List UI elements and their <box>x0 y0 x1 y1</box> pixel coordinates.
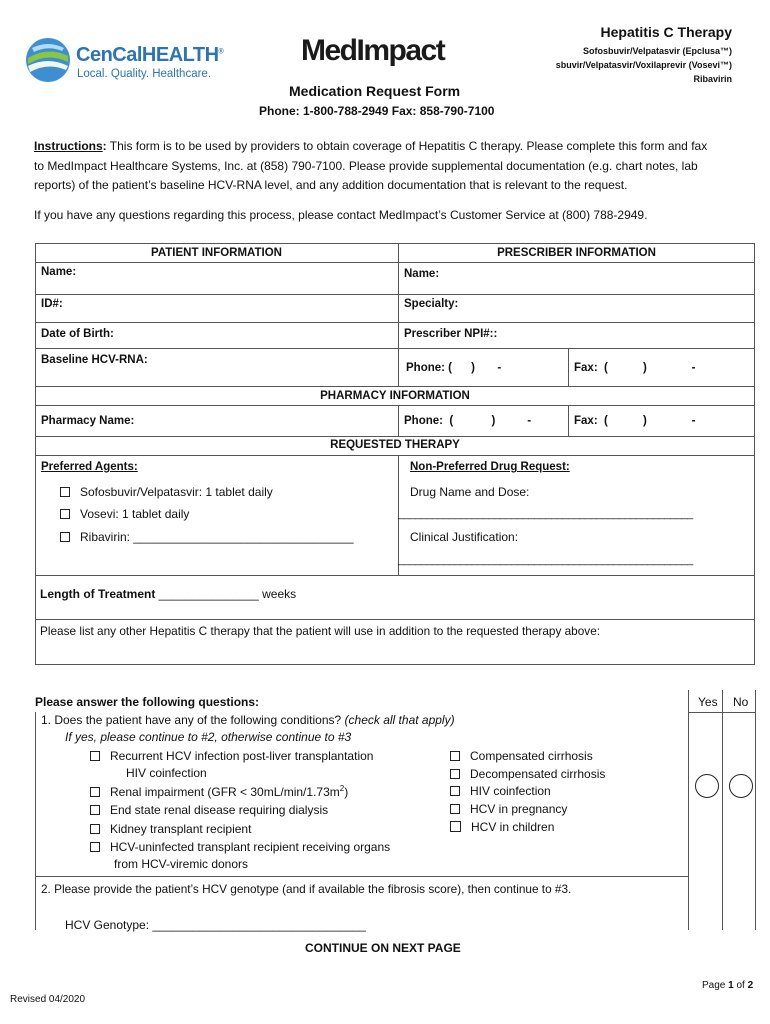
clinical-justification-line[interactable]: ____________________________________________________ <box>398 554 693 566</box>
q1-yes-radio[interactable] <box>695 774 719 798</box>
checkbox[interactable] <box>60 532 70 542</box>
condition-kidney-transplant-label: Kidney transplant recipient <box>110 822 252 836</box>
length-of-treatment[interactable] <box>40 587 296 601</box>
patient-info-header: PATIENT INFORMATION <box>151 247 282 259</box>
prescriber-fax-label[interactable]: Fax: ( ) - <box>574 362 696 374</box>
question-1-sub: If yes, please continue to #2, otherwise continue to #3 <box>65 730 352 744</box>
drug-name-dose-label: Drug Name and Dose: <box>410 485 530 499</box>
pharmacy-phone-label[interactable]: Phone: ( ) - <box>404 415 532 427</box>
preferred-option-1[interactable] <box>60 485 273 499</box>
pharmacy-info-header: PHARMACY INFORMATION <box>320 390 470 402</box>
checkbox[interactable] <box>450 769 460 779</box>
condition-hcv-uninfected-recipient[interactable] <box>90 840 390 854</box>
checkbox[interactable] <box>450 821 461 832</box>
condition-recurrent-hcv-label: Recurrent HCV infection post-liver transplantation <box>110 749 374 763</box>
preferred-option-2-label: Vosevi: 1 tablet daily <box>80 507 190 521</box>
q1-no-radio[interactable] <box>729 774 753 798</box>
instructions-label: Instructions <box>34 139 103 153</box>
checkbox[interactable] <box>450 751 460 761</box>
preferred-option-3[interactable] <box>60 530 354 544</box>
dob-label[interactable]: Date of Birth: <box>41 328 114 340</box>
condition-recurrent-hcv[interactable] <box>90 749 373 763</box>
checkbox[interactable] <box>90 805 100 815</box>
cencal-globe-icon <box>24 36 72 84</box>
instructions-line-3: reports) of the patient’s baseline HCV-RNA level, and any addition documentation that is relevant to the request. <box>34 178 628 192</box>
form-title: Medication Request Form <box>289 83 461 99</box>
patient-name-label[interactable]: Name: <box>41 266 77 278</box>
condition-hcv-pregnancy[interactable] <box>450 802 567 816</box>
length-of-treatment-label: Length of Treatment <box>40 587 156 601</box>
checkbox[interactable] <box>90 751 100 761</box>
condition-hiv-coinfection-left-label: HIV coinfection <box>126 766 207 780</box>
cencal-brand: CenCalHEALTH® <box>76 44 224 66</box>
contact-text: If you have any questions regarding this process, please contact MedImpact’s Customer Service at (800) 788-2949. <box>34 208 648 222</box>
condition-decompensated-cirrhosis[interactable] <box>450 767 605 781</box>
question-1 <box>41 713 455 727</box>
condition-decompensated-cirrhosis-label: Decompensated cirrhosis <box>470 767 606 781</box>
preferred-agents-label: Preferred Agents: <box>41 461 138 473</box>
close-paren: ) <box>344 785 349 799</box>
condition-esrd[interactable] <box>90 803 328 817</box>
drug-line-2: sbuvir/Velpatasvir/Voxilaprevir (Vosevi™) <box>555 60 732 70</box>
condition-hiv-coinfection-label: HIV coinfection <box>470 784 551 798</box>
condition-hcv-pregnancy-label: HCV in pregnancy <box>470 802 568 816</box>
superscript-2: 2 <box>339 784 345 793</box>
no-header: No <box>733 695 749 709</box>
condition-hcv-children[interactable] <box>450 820 554 834</box>
condition-hcv-uninfected-recipient-label: HCV-uninfected transplant recipient receiving organs <box>110 840 391 854</box>
checkbox[interactable] <box>60 487 70 497</box>
yes-header: Yes <box>698 695 718 709</box>
length-of-treatment-blank: _______________ weeks <box>155 587 297 601</box>
requested-therapy-header: REQUESTED THERAPY <box>330 439 460 451</box>
condition-hcv-viremic-donors-label: from HCV-viremic donors <box>114 857 249 871</box>
page-word: Page <box>702 980 729 991</box>
page-of: of <box>733 980 748 991</box>
instructions-line-1: This form is to be used by providers to obtain coverage of Hepatitis C therapy. Please complete this form and fax <box>109 139 708 153</box>
instructions: Instructions: This form is to be used by providers to obtain coverage of Hepatitis C therapy. Please complete this form and fax to MedImpact Healthcare Systems, Inc. at (858) 790-7100. Please provide supplemental documentation (e.g. chart notes, lab reports) of the patient’s baseline HCV-RNA level, and any addition documentation that is relevant to the request. <box>34 137 749 196</box>
drug-name-dose-line[interactable]: ____________________________________________________ <box>398 508 693 520</box>
prescriber-info-header: PRESCRIBER INFORMATION <box>497 247 656 259</box>
condition-renal-impairment-label: Renal impairment (GFR < 30mL/min/1.73m <box>110 785 340 799</box>
page-total: 2 <box>747 980 754 991</box>
question-1-text: 1. Does the patient have any of the following conditions? <box>41 713 342 727</box>
question-2: 2. Please provide the patient’s HCV genotype (and if available the fibrosis score), then continue to #3. <box>41 882 572 896</box>
cencal-tagline: Local. Quality. Healthcare. <box>77 68 212 80</box>
cencal-logo <box>24 36 224 86</box>
condition-compensated-cirrhosis-label: Compensated cirrhosis <box>470 749 593 763</box>
non-preferred-label: Non-Preferred Drug Request: <box>410 461 570 473</box>
pharmacy-name-label[interactable]: Pharmacy Name: <box>41 415 135 427</box>
revised-date: Revised 04/2020 <box>10 994 86 1005</box>
preferred-option-3-label: Ribavirin: _________________________________ <box>80 530 354 544</box>
prescriber-phone-label[interactable]: Phone: ( ) - <box>406 362 502 374</box>
therapy-title: Hepatitis C Therapy <box>600 24 732 40</box>
info-table <box>35 243 755 576</box>
condition-kidney-transplant[interactable] <box>90 822 251 836</box>
condition-compensated-cirrhosis[interactable] <box>450 749 593 763</box>
condition-esrd-label: End state renal disease requiring dialysis <box>110 803 329 817</box>
preferred-option-2[interactable] <box>60 507 189 521</box>
preferred-option-1-label: Sofosbuvir/Velpatasvir: 1 tablet daily <box>80 485 273 499</box>
prescriber-npi-label[interactable]: Prescriber NPI#:: <box>404 328 498 340</box>
condition-hcv-children-label: HCV in children <box>471 820 555 834</box>
question-1-note: (check all that apply) <box>341 713 455 727</box>
drug-line-1: Sofosbuvir/Velpatasvir (Epclusa™) <box>582 46 732 56</box>
drug-line-3: Ribavirin <box>693 74 732 84</box>
clinical-justification-label: Clinical Justification: <box>410 530 519 544</box>
other-therapy-label: Please list any other Hepatitis C therapy that the patient will use in addition to the requested therapy above: <box>40 624 601 638</box>
baseline-hcv-rna-label[interactable]: Baseline HCV-RNA: <box>41 354 148 366</box>
continue-next-page: CONTINUE ON NEXT PAGE <box>305 941 461 955</box>
condition-renal-impairment[interactable] <box>90 784 348 799</box>
instructions-line-2: to MedImpact Healthcare Systems, Inc. at (858) 790-7100. Please provide supplemental documentation (e.g. chart notes, lab <box>34 158 698 173</box>
checkbox[interactable] <box>90 842 100 852</box>
medimpact-logo: MedImpact <box>301 34 445 67</box>
checkbox[interactable] <box>450 786 460 796</box>
checkbox[interactable] <box>90 787 100 797</box>
phone-fax: Phone: 1-800-788-2949 Fax: 858-790-7100 <box>259 104 495 118</box>
page-current: 1 <box>728 980 734 991</box>
patient-id-label[interactable]: ID#: <box>41 298 63 310</box>
questions-heading: Please answer the following questions: <box>35 695 260 709</box>
checkbox[interactable] <box>90 824 100 834</box>
checkbox[interactable] <box>450 804 460 814</box>
condition-hiv-coinfection[interactable] <box>450 784 551 798</box>
pharmacy-fax-label[interactable]: Fax: ( ) - <box>574 415 696 427</box>
specialty-label[interactable]: Specialty: <box>404 298 459 310</box>
checkbox[interactable] <box>60 509 70 519</box>
page-number <box>702 980 753 991</box>
hcv-genotype-field[interactable]: HCV Genotype: ________________________________ <box>65 918 366 932</box>
prescriber-name-label[interactable]: Name: <box>404 268 440 280</box>
